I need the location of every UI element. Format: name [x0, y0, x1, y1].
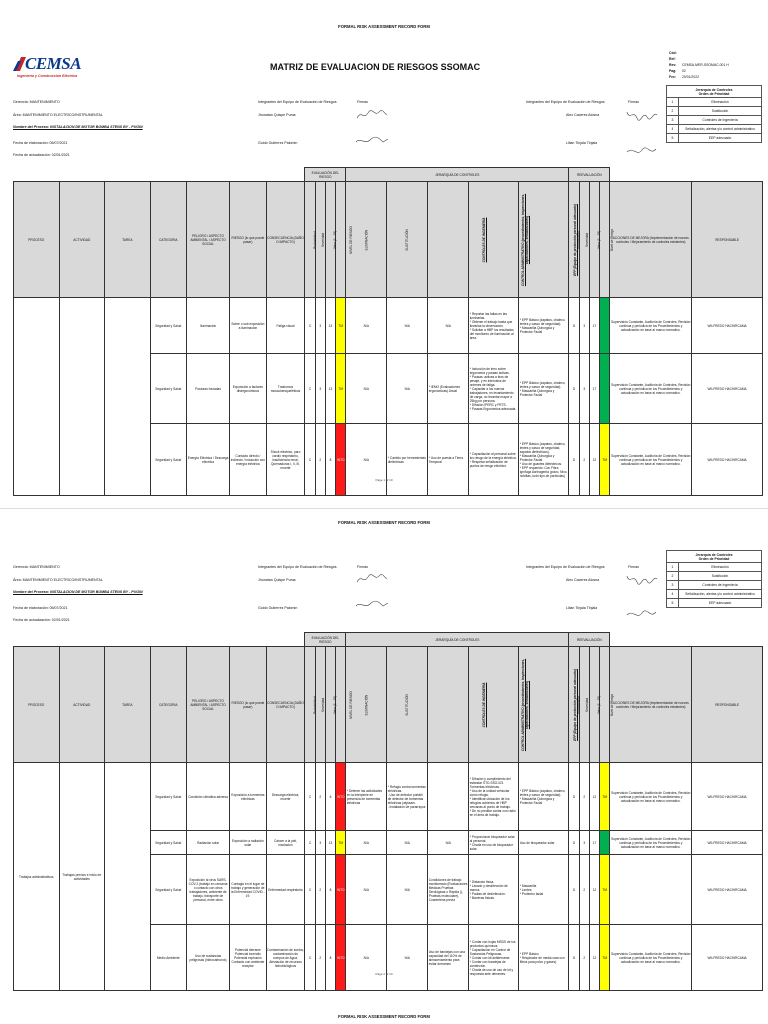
cell-nivel-riesgo: INTO [336, 855, 346, 925]
cell-ingenieria: * Uso de puesta a Tierra Temporal [428, 424, 469, 496]
header-peligro: PELIGRO / ASPECTO AMBIENTAL / ASPECTO SOCIAL [186, 182, 229, 298]
company-logo [13, 53, 93, 81]
cell-administrativo: * Inducción de lmrn sobre ergonomía y pautas activas. * Pausas: activas a tiros de pesaje, y en intervalos de ordenes de fatiga. * Capacitar a los nuevos trabajadores, en levantamiento de carga, no levantar mayor a 25kg por persona. * Difusión IPERC y PETS. * Pausas Ergonómica adecuada. [469, 354, 519, 424]
risk-matrix-page-2 [13, 632, 763, 991]
header-valor-label: Valor (1 - 25) [333, 230, 338, 249]
doc-info-key: Fec: [669, 75, 676, 79]
cell-responsable: WILFREDO HACHIRCAMA [692, 831, 763, 855]
cell-sustitucion: N/A [387, 831, 428, 855]
header-consecuencia: CONSECUENCIA (DAÑO O IMPACTO) [266, 182, 305, 298]
legend-number: 2 [667, 572, 679, 581]
cell-responsable: WILFREDO HACHIRCAMA [692, 354, 763, 424]
header-ingenieria-label: CONTROLES DE INGENIERÍA [481, 217, 486, 262]
page-1-footer: Page 1 of 10 [375, 478, 393, 482]
page-2 [0, 510, 768, 1024]
header-gerencia: Gerencia: MANTENIMIENTO [13, 100, 60, 104]
header-firmas-2: Firmas [628, 100, 639, 104]
cell-probabilidad-2: D [569, 855, 579, 925]
header-epp-label: EPP (Equipo de protección personal adecuado) [572, 668, 577, 741]
legend-row [667, 134, 762, 143]
cell-riesgo: Sobre o sub exposición a iluminación [230, 298, 266, 354]
cell-valor-2: 12 [589, 763, 599, 831]
signature-4 [625, 608, 659, 622]
legend-row [667, 599, 762, 608]
header-categoria: CATEGORIA [150, 182, 186, 298]
header-tarea: TAREA [105, 647, 151, 763]
header-proceso: Nombre del Proceso: INSTALACION DE MOTOR BOMBA STENS BY - PUGIN [13, 590, 143, 594]
doc-info-key: Rev: [669, 63, 677, 67]
cell-consecuencia: Trastornos musculoesqueléticos [266, 354, 305, 424]
cell-sustitucion: N/A [387, 855, 428, 925]
header-eliminacion-label: ELIMINACIÓN [364, 229, 369, 250]
cell-severidad-2: 3 [579, 298, 589, 354]
header-administrativo-label: CONTROL ADMINISTRATIVO (procedimientos, inspecciones, capacitaciones, señalizaciones) [520, 658, 529, 751]
cell-severidad-2: 3 [579, 354, 589, 424]
cell-severidad: 2 [315, 925, 325, 991]
cell-acciones: Supervisión Constante, Auditoría de Controles, Revisión continua y periódica de los Procedimientos y actualización en base al marco normativo. [610, 925, 692, 991]
header-valor-label: Valor (1 - 25) [333, 695, 338, 714]
header-nivel-label: NIVEL DE RIESGO [348, 690, 353, 719]
header-sustitucion [387, 182, 428, 298]
cell-responsable: WILFREDO HACHIRCAMA [692, 855, 763, 925]
cell-riesgo: Contagio en el lugar de trabajo y generación de la Enfermedad COVID - 19. [230, 855, 266, 925]
legend-label: Controles de Ingeniería [679, 581, 762, 590]
header-probabilidad-label: Probabilidad [312, 230, 317, 249]
cell-nivel-riesgo-2: TM [600, 855, 610, 925]
cell-peligro: Iluminación [186, 298, 229, 354]
legend-label: Sustitución [679, 107, 762, 116]
header-valor [325, 647, 338, 763]
header-administrativo [469, 647, 529, 763]
header-probabilidad2-label: Probabilidad [576, 230, 581, 249]
cell-valor-2: 17 [589, 831, 599, 855]
cell-tarea [105, 298, 151, 496]
header-reevaluacion: REEVALUACIÓN [569, 633, 610, 647]
cell-responsable: WILFREDO HACHIRCAMA [692, 763, 763, 831]
header-valor2-label: Valor (1 - 25) [597, 695, 602, 714]
header-integrantes-1: Integrantes del Equipo de Evaluación de Riesgos [258, 565, 337, 569]
legend-title: Jerarquía de Controles Orden de Prioridad [667, 551, 762, 563]
cell-valor-2: 12 [589, 424, 599, 496]
cell-epp: * EPP Básico (zapatos, chaleco, lentes y casco de seguridad). * Mascarilla Quirurgica y Protector Facial [519, 354, 569, 424]
team-member-2: Guido Gutierrez Palomin [258, 141, 298, 145]
cell-nivel-riesgo-2: TM [600, 763, 610, 831]
risk-row [14, 763, 763, 831]
header-administrativo [469, 182, 529, 298]
cell-nivel-riesgo: INTO [336, 424, 346, 496]
cell-peligro: Radiación solar [186, 831, 229, 855]
cell-responsable: WILFREDO HACHIRCAMA [692, 298, 763, 354]
cell-sustitucion: N/A [387, 354, 428, 424]
header-area: Área: MANTENIMIENTO ELECTRICO/INSTRUMENTAL [13, 113, 103, 117]
header-probabilidad-label: Probabilidad [312, 695, 317, 714]
header-categoria: CATEGORIA [150, 647, 186, 763]
cell-valor-2: 17 [589, 354, 599, 424]
header-firmas-1: Firmas [357, 565, 368, 569]
header-ingenieria [428, 182, 486, 298]
header-reevaluacion: REEVALUACIÓN [569, 168, 610, 182]
header-actividad: ACTIVIDAD [59, 647, 105, 763]
cell-probabilidad: C [305, 855, 315, 925]
cell-riesgo: Contacto directo / indirecto / inducción con energía eléctrica [230, 424, 266, 496]
cell-peligro: Energía Eléctrica / Descarga eléctrica [186, 424, 229, 496]
cell-acciones: Supervisión Constante, Auditoría de Controles, Revisión continua y periódica de los Procedimientos y actualización en base al marco normativo. [610, 424, 692, 496]
header-tarea: TAREA [105, 182, 151, 298]
cell-nivel-riesgo-2 [600, 298, 610, 354]
header-sustitucion [387, 647, 428, 763]
header-integrantes-2: Integrantes del Equipo de Evaluación de Riesgos [526, 565, 605, 569]
header-acciones: ACCIONES DE MEJORA (Implementación de nuevos controles / Mejoramiento de controles existentes) [610, 182, 692, 298]
risk-matrix-page-1 [13, 167, 763, 496]
signature-3 [625, 572, 659, 586]
cell-responsable: WILFREDO HACHIRCAMA [692, 925, 763, 991]
legend-row [667, 107, 762, 116]
legend-row [667, 98, 762, 107]
team-member-1: Jhonatan Quispe Puma [258, 113, 296, 117]
cell-severidad: 2 [315, 424, 325, 496]
header-probabilidad [305, 647, 315, 763]
cell-categoria: Seguridad y Salud [150, 424, 186, 496]
cell-proceso [14, 298, 60, 496]
header-consecuencia: CONSECUENCIA (DAÑO O IMPACTO) [266, 647, 305, 763]
cell-severidad: 2 [315, 855, 325, 925]
cell-categoria: Seguridad y Salud [150, 855, 186, 925]
cell-acciones: Supervisión Constante, Auditoría de Controles, Revisión continua y periódica de los Procedimientos y actualización en base al marco normativo. [610, 354, 692, 424]
cell-categoria: Medio Ambiente [150, 925, 186, 991]
legend-number: 5 [667, 599, 679, 608]
logo-brand: CEMSA [25, 54, 82, 73]
cell-eliminacion: N/A [346, 298, 387, 354]
cell-acciones: Supervisión Constante, Auditoría de Controles, Revisión continua y periódica de los Procedimientos y actualización en base al marco normativo. [610, 298, 692, 354]
cell-ingenieria: N/A [428, 298, 469, 354]
header-area: Área: MANTENIMIENTO ELECTRICO/INSTRUMENTAL [13, 578, 103, 582]
cell-categoria: Seguridad y Salud [150, 298, 186, 354]
header-severidad2-label: Severidad [585, 697, 590, 712]
cell-categoria: Seguridad y Salud [150, 354, 186, 424]
doc-info-value: 02 [682, 69, 686, 73]
cell-epp: * EPP Básico * Respirador de media cara con filtros para polvo y gases). [519, 925, 569, 991]
header-jerarquia: JERARQUÍA DE CONTROLES [346, 168, 569, 182]
legend-number: 1 [667, 98, 679, 107]
cell-eliminacion: N/A [346, 925, 387, 991]
header-sustitucion-label: SUSTITUCIÓN [405, 228, 410, 251]
cell-nivel-riesgo-2: TM [600, 424, 610, 496]
header-nivel2-label: Nivel de Riesgo [609, 693, 614, 716]
cell-epp: * Mascarilla * Lentes * Protector facial [519, 855, 569, 925]
cell-peligro: Condición climática adversa [186, 763, 229, 831]
team-member-4: Lilian Tinjala Tinjala [566, 141, 598, 145]
cell-eliminacion: N/A [346, 831, 387, 855]
header-severidad-label: Severidad [321, 232, 326, 247]
legend-row [667, 125, 762, 134]
cell-probabilidad: C [305, 424, 315, 496]
cell-probabilidad-2: D [569, 763, 579, 831]
team-member-1: Jhonatan Quispe Puma [258, 578, 296, 582]
cell-eliminacion: N/A [346, 424, 387, 496]
cell-responsable: WILFREDO HACHIRCAMA [692, 424, 763, 496]
cell-consecuencia: Descarga eléctrica, muerte [266, 763, 305, 831]
form-title: FORMAL RISK ASSESSMENT RECORD FORM [338, 520, 430, 525]
legend-label: EEP adecuado [679, 134, 762, 143]
cell-consecuencia: Shock eléctrico, paro cardio respiratorio, insuficiencia renal, Quemaduras I, II, III, muerte [266, 424, 305, 496]
cell-valor: 8 [325, 925, 335, 991]
cell-probabilidad-2: D [569, 298, 579, 354]
cell-acciones: Supervisión Constante, Auditoría de Controles, Revisión continua y periódica de los Procedimientos y actualización en base al marco normativo. [610, 831, 692, 855]
cell-administrativo: * Reportar las fallas en las luminarias. * Obtener el trabajo hasta que llevarlas la observación. * Solicitar a HBP los resultados del monitoreo de iluminación al área. [469, 298, 519, 354]
header-administrativo-label: CONTROL ADMINISTRATIVO (procedimientos, inspecciones, capacitaciones, señalizaciones) [520, 193, 529, 286]
team-member-3: Alex Caceres Alosna [566, 113, 600, 117]
legend-number: 2 [667, 107, 679, 116]
cell-categoria: Seguridad y Salud [150, 831, 186, 855]
cell-riesgo: Exposición a factores disergonómicos [230, 354, 266, 424]
cell-ingenieria: Condiciones de trabajo monitoreado (Evaluaciones Médicas Pruebas Serológicas o Rápida (), Pruebas moleculare), Cuarentena previa [428, 855, 469, 925]
cell-consecuencia: Cáncer a la piel, insolación [266, 831, 305, 855]
header-proceso: PROCESO [14, 647, 60, 763]
logo-tagline: Ingeniería y Construcción Eléctrica [17, 74, 78, 78]
signature-4 [625, 145, 659, 159]
legend-number: 4 [667, 590, 679, 599]
legend-number: 1 [667, 563, 679, 572]
doc-info-value: 20/01/2022 [682, 75, 699, 79]
cell-actividad: Trabajos previos e inicio de actividades [59, 763, 105, 991]
cell-epp: * EPP Básico (zapatos, chaleco, lentes y casco de seguridad). * Mascarilla Quirurgica y Protector Facial [519, 298, 569, 354]
cell-administrativo: * Difusión y cumplimiento del estándar STD-SSO-021 Tormentas eléctricas. * Uso de la unidad vehicular como refugio. * Identificar ubicación de los refugios cubiertos de HBP cercanas al punto de trabajo. * De no predilar contar con radio en el área de trabajo. [469, 763, 519, 831]
signature-1 [355, 572, 389, 586]
header-valor [325, 182, 338, 298]
signature-2 [355, 134, 389, 148]
controls-legend [666, 85, 762, 143]
legend-label: Controles de Ingeniería [679, 116, 762, 125]
cell-probabilidad-2: D [569, 925, 579, 991]
cell-administrativo: * Contar con hojas MSDS de los productos químicos. * Capacitación en Control de Sustancias Peligrosas. * Contar con kit antiderrame. * Contar con bandejas de contención. * Charla de uso de uso de kit y respuesta ante derrames. [469, 925, 519, 991]
cell-probabilidad-2: D [569, 424, 579, 496]
cell-severidad-2: 2 [579, 763, 589, 831]
cell-nivel-riesgo: TM [336, 298, 346, 354]
cell-valor: 6 [325, 763, 335, 831]
header-responsable: RESPONSABLE [692, 182, 763, 298]
legend-row [667, 581, 762, 590]
cell-severidad-2: 2 [579, 925, 589, 991]
header-peligro: PELIGRO / ASPECTO AMBIENTAL / ASPECTO SOCIAL [186, 647, 229, 763]
legend-label: Sustitución [679, 572, 762, 581]
doc-info-key: Ref: [669, 57, 676, 61]
header-eliminacion-label: ELIMINACIÓN [364, 694, 369, 715]
header-ingenieria [428, 647, 486, 763]
header-proceso: PROCESO [14, 182, 60, 298]
legend-label: Eliminación [679, 98, 762, 107]
team-member-2: Guido Gutierrez Palomin [258, 606, 298, 610]
page-1 [0, 0, 768, 510]
cell-ingenieria: N/A [428, 831, 469, 855]
cell-ingenieria [428, 763, 469, 831]
cell-consecuencia: Fatiga visual [266, 298, 305, 354]
cell-valor: 13 [325, 831, 335, 855]
doc-info-row [669, 74, 729, 80]
header-integrantes-2: Integrantes del Equipo de Evaluación de Riesgos [526, 100, 605, 104]
header-fecha-elaboracion: Fecha de elaboración: 05/07/2021 [13, 606, 68, 610]
cell-peligro: Posturas forzadas [186, 354, 229, 424]
cell-valor: 13 [325, 298, 335, 354]
main-title: MATRIZ DE EVALUACION DE RIESGOS SSOMAC [270, 62, 481, 72]
cell-acciones: Supervisión Constante, Auditoría de Controles, Revisión continua y periódica de los Procedimientos y actualización en base al marco normativo. [610, 763, 692, 831]
cell-severidad: 2 [315, 763, 325, 831]
cell-sustitucion: * Cambio por herramientas dieléctricas [387, 424, 428, 496]
header-valor2-label: Valor (1 - 25) [597, 230, 602, 249]
header-jerarquia: JERARQUÍA DE CONTROLES [346, 633, 569, 647]
cell-peligro: Exposición al virus SARS-COV-2 (trabajo en cercanía o contacto con otros trabajadores, ambiente de trabajo, transporte de personal, entre otros [186, 855, 229, 925]
header-gerencia: Gerencia: MANTENIMIENTO [13, 565, 60, 569]
legend-row [667, 590, 762, 599]
cell-severidad-2: 3 [579, 831, 589, 855]
cell-epp: Uso de bloqueador solar [519, 831, 569, 855]
cell-actividad [59, 298, 105, 496]
header-severidad2-label: Severidad [585, 232, 590, 247]
cell-riesgo: Exposición a tormentas eléctricas [230, 763, 266, 831]
cell-consecuencia: Enfermedad respiratoria [266, 855, 305, 925]
cell-valor: 8 [325, 855, 335, 925]
cell-severidad: 3 [315, 354, 325, 424]
header-valor2 [589, 647, 602, 763]
cell-probabilidad-2: D [569, 831, 579, 855]
cell-eliminacion: * Detener las actividades en la interpenie en presencia de tormentas eléctricas [346, 763, 387, 831]
cell-ingenieria: Uso de bandejas con una capacidad del 110% de almacenamiento para evitar derrames [428, 925, 469, 991]
header-fecha-actualizacion: Fecha de actualización: 02/01/2021 [13, 618, 70, 622]
legend-number: 3 [667, 116, 679, 125]
header-valor2 [589, 182, 602, 298]
header-evaluacion: EVALUACIÓN DEL RIESGO [305, 633, 346, 647]
header-responsable: RESPONSABLE [692, 647, 763, 763]
legend-label: Señalización, alertas y/o control administrativo [679, 590, 762, 599]
cell-eliminacion: N/A [346, 855, 387, 925]
legend-title: Jerarquía de Controles Orden de Prioridad [667, 86, 762, 98]
cell-acciones [610, 855, 692, 925]
cell-peligro: Uso de sustancias peligrosas (hidrocarburos) [186, 925, 229, 991]
legend-label: Eliminación [679, 563, 762, 572]
cell-ingenieria: * IEMO (Evaluaciones ergonomicas) Anual [428, 354, 469, 424]
cell-tarea [105, 763, 151, 991]
header-epp-label: EPP (Equipo de protección personal adecuado) [572, 203, 577, 276]
cell-riesgo: Potencial derrame Potencial incendio Potencial explosión Contacto con ambiente receptor [230, 925, 266, 991]
cell-probabilidad: C [305, 925, 315, 991]
header-firmas-2: Firmas [628, 565, 639, 569]
cell-administrativo: * Proporcionar bloqueador solar al personal. * Charla en uso de bloqueador solar. [469, 831, 519, 855]
header-proceso: Nombre del Proceso: INSTALACION DE MOTOR BOMBA STENS BY - PUGIN [13, 125, 143, 129]
doc-info-key: Cód: [669, 51, 677, 55]
legend-number: 4 [667, 125, 679, 134]
cell-valor-2: 12 [589, 925, 599, 991]
doc-info-key: Pag: [669, 69, 677, 73]
cell-nivel-riesgo: INTO [336, 925, 346, 991]
cell-probabilidad: C [305, 298, 315, 354]
cell-proceso: Trabajos administrativos [14, 763, 60, 991]
page-2-footer: Page 2 of 10 [375, 972, 393, 976]
cell-valor-2: 12 [589, 855, 599, 925]
legend-number: 5 [667, 134, 679, 143]
legend-row [667, 116, 762, 125]
header-integrantes-1: Integrantes del Equipo de Evaluación de Riesgos [258, 100, 337, 104]
header-actividad: ACTIVIDAD [59, 182, 105, 298]
cell-valor: 13 [325, 354, 335, 424]
doc-info-value: CEMSA-MER-SSOMAC-001 H [682, 63, 729, 67]
legend-row [667, 572, 762, 581]
cell-probabilidad: C [305, 831, 315, 855]
signature-2 [355, 598, 389, 612]
page-separator [0, 508, 768, 509]
header-probabilidad [305, 182, 315, 298]
cell-eliminacion: N/A [346, 354, 387, 424]
header-firmas-1: Firmas [357, 100, 368, 104]
cell-nivel-riesgo: INTO [336, 763, 346, 831]
header-acciones: ACCIONES DE MEJORA (Implementación de nuevos controles / Mejoramiento de controles existentes) [610, 647, 692, 763]
cell-probabilidad: C [305, 354, 315, 424]
cell-nivel-riesgo-2 [600, 354, 610, 424]
cell-sustitucion: N/A [387, 925, 428, 991]
form-title: FORMAL RISK ASSESSMENT RECORD FORM [338, 24, 430, 29]
cell-probabilidad-2: D [569, 354, 579, 424]
cell-probabilidad: C [305, 763, 315, 831]
cell-severidad: 3 [315, 298, 325, 354]
cell-severidad: 3 [315, 831, 325, 855]
header-fecha-elaboracion: Fecha de elaboración: 05/07/2021 [13, 141, 68, 145]
header-fecha-actualizacion: Fecha de actualización: 02/01/2021 [13, 153, 70, 157]
header-sustitucion-label: SUSTITUCIÓN [405, 693, 410, 716]
legend-row [667, 563, 762, 572]
cell-administrativo: * Distancia física. * Lavado y desinfección de manos. * Pautas de desinfección. * Barreras físicas [469, 855, 519, 925]
header-evaluacion: EVALUACIÓN DEL RIESGO [305, 168, 346, 182]
legend-label: EEP adecuado [679, 599, 762, 608]
cell-valor: 8 [325, 424, 335, 496]
header-nivel-label: NIVEL DE RIESGO [348, 225, 353, 254]
cell-consecuencia: Contaminación de suelos, contaminación de cuerpos de Agua, Afectación de recursos hidrobiológicos [266, 925, 305, 991]
header-severidad-label: Severidad [321, 697, 326, 712]
risk-row [14, 298, 763, 354]
cell-valor-2: 17 [589, 298, 599, 354]
header-probabilidad2-label: Probabilidad [576, 695, 581, 714]
header-nivel2-label: Nivel de Riesgo [609, 228, 614, 251]
header-riesgo: RIESGO (lo que puede pasar) [230, 182, 266, 298]
header-riesgo: RIESGO (lo que puede pasar) [230, 647, 266, 763]
cell-administrativo: * Capacitación al personal sobre los riesgo de la energía eléctrica. * Respetar señalización de puntos de riesgo eléctrico. [469, 424, 519, 496]
legend-label: Señalización, alertas y/o control administrativo [679, 125, 762, 134]
cell-nivel-riesgo-2 [600, 831, 610, 855]
signature-3 [625, 108, 659, 122]
cell-severidad-2: 2 [579, 424, 589, 496]
signature-1 [355, 108, 389, 122]
team-member-3: Alex Caceres Alosna [566, 578, 600, 582]
cell-sustitucion: * Refugio contra tormentas eléctricas. . Uso de detector portátil de detector de tormentas eléctricas (alyssam. . Instalación de pararrayos [387, 763, 428, 831]
cell-nivel-riesgo-2: TM [600, 925, 610, 991]
form-title-next: FORMAL RISK ASSESSMENT RECORD FORM [338, 1014, 430, 1019]
cell-nivel-riesgo: TM [336, 831, 346, 855]
cell-categoria: Seguridad y Salud [150, 763, 186, 831]
header-ingenieria-label: CONTROLES DE INGENIERÍA [481, 682, 486, 727]
cell-epp: * EPP Básico (zapatos, chaleco, lentes y casco de seguridad). * Mascarilla Quirurgica y Protector Facial [519, 763, 569, 831]
legend-number: 3 [667, 581, 679, 590]
cell-sustitucion: N/A [387, 298, 428, 354]
doc-info [669, 50, 729, 80]
cell-epp: * EPP Básico (zapatos, chaleco, lentes y casco de seguridad, zapatos dieléctricos). * Mascarilla Quirurgica y Protector Facial. * Uso de guantes dieléctricos. * EPP requerido: Con Fibra ignífuga Acrinagenta (polvo, Nivo, noblitas, todo tipo de partículas) [519, 424, 569, 496]
cell-severidad-2: 2 [579, 855, 589, 925]
cell-riesgo: Exposición a radiación solar [230, 831, 266, 855]
controls-legend [666, 550, 762, 608]
cell-nivel-riesgo: TM [336, 354, 346, 424]
team-member-4: Lilian Tinjala Tinjala [566, 606, 598, 610]
